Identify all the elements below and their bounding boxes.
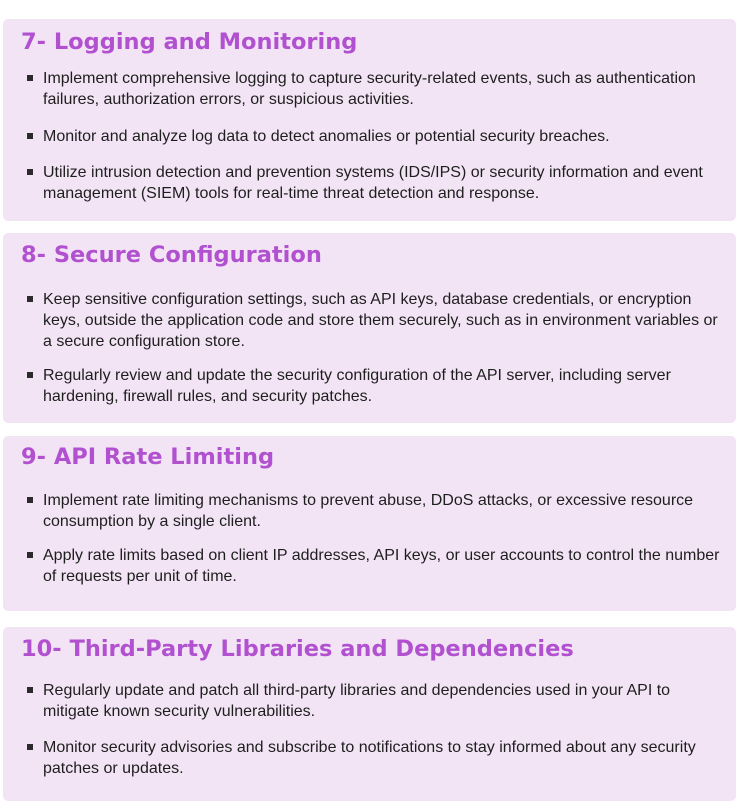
bullet-icon bbox=[27, 169, 33, 175]
bullet-icon bbox=[27, 497, 33, 503]
list-item-text: Implement comprehensive logging to capture security-related events, such as authentication failures, authorization errors, or suspicious activities. bbox=[43, 70, 696, 108]
bullet-icon bbox=[27, 75, 33, 81]
section-secure-configuration bbox=[3, 233, 736, 423]
bullet-icon bbox=[27, 687, 33, 693]
bullet-icon bbox=[27, 744, 33, 750]
bullet-icon bbox=[27, 552, 33, 558]
list-item bbox=[21, 490, 723, 532]
list-item bbox=[21, 126, 723, 147]
list-item bbox=[21, 162, 723, 204]
section-third-party-libraries bbox=[3, 627, 736, 801]
bullet-icon bbox=[27, 296, 33, 302]
section-title: 7- Logging and Monitoring bbox=[21, 29, 358, 55]
list-item bbox=[21, 68, 723, 110]
list-item-text: Keep sensitive configuration settings, such as API keys, database credentials, or encryption keys, outside the application code and store them securely, such as in environment variables or a secure configuration store. bbox=[43, 291, 718, 350]
list-item bbox=[21, 680, 723, 722]
list-item-text: Utilize intrusion detection and prevention systems (IDS/IPS) or security information and event management (SIEM) tools for real-time threat detection and response. bbox=[43, 164, 703, 202]
list-item-text: Apply rate limits based on client IP addresses, API keys, or user accounts to control the number of requests per unit of time. bbox=[43, 547, 720, 585]
bullet-icon bbox=[27, 372, 33, 378]
list-item-text: Regularly review and update the security configuration of the API server, including server hardening, firewall rules, and security patches. bbox=[43, 367, 671, 405]
list-item bbox=[21, 365, 723, 407]
section-logging-monitoring bbox=[3, 19, 736, 221]
section-title: 8- Secure Configuration bbox=[21, 242, 322, 268]
list-item-text: Implement rate limiting mechanisms to prevent abuse, DDoS attacks, or excessive resource consumption by a single client. bbox=[43, 492, 694, 530]
section-title: 9- API Rate Limiting bbox=[21, 444, 275, 470]
list-item bbox=[21, 737, 723, 779]
section-title: 10- Third-Party Libraries and Dependencies bbox=[21, 636, 574, 662]
list-item bbox=[21, 545, 723, 587]
list-item-text: Monitor and analyze log data to detect anomalies or potential security breaches. bbox=[43, 128, 610, 145]
list-item-text: Regularly update and patch all third-party libraries and dependencies used in your API to mitigate known security vulnerabilities. bbox=[43, 682, 671, 720]
list-item bbox=[21, 289, 723, 352]
bullet-icon bbox=[27, 133, 33, 139]
list-item-text: Monitor security advisories and subscribe to notifications to stay informed about any security patches or updates. bbox=[43, 739, 696, 777]
section-api-rate-limiting bbox=[3, 436, 736, 611]
